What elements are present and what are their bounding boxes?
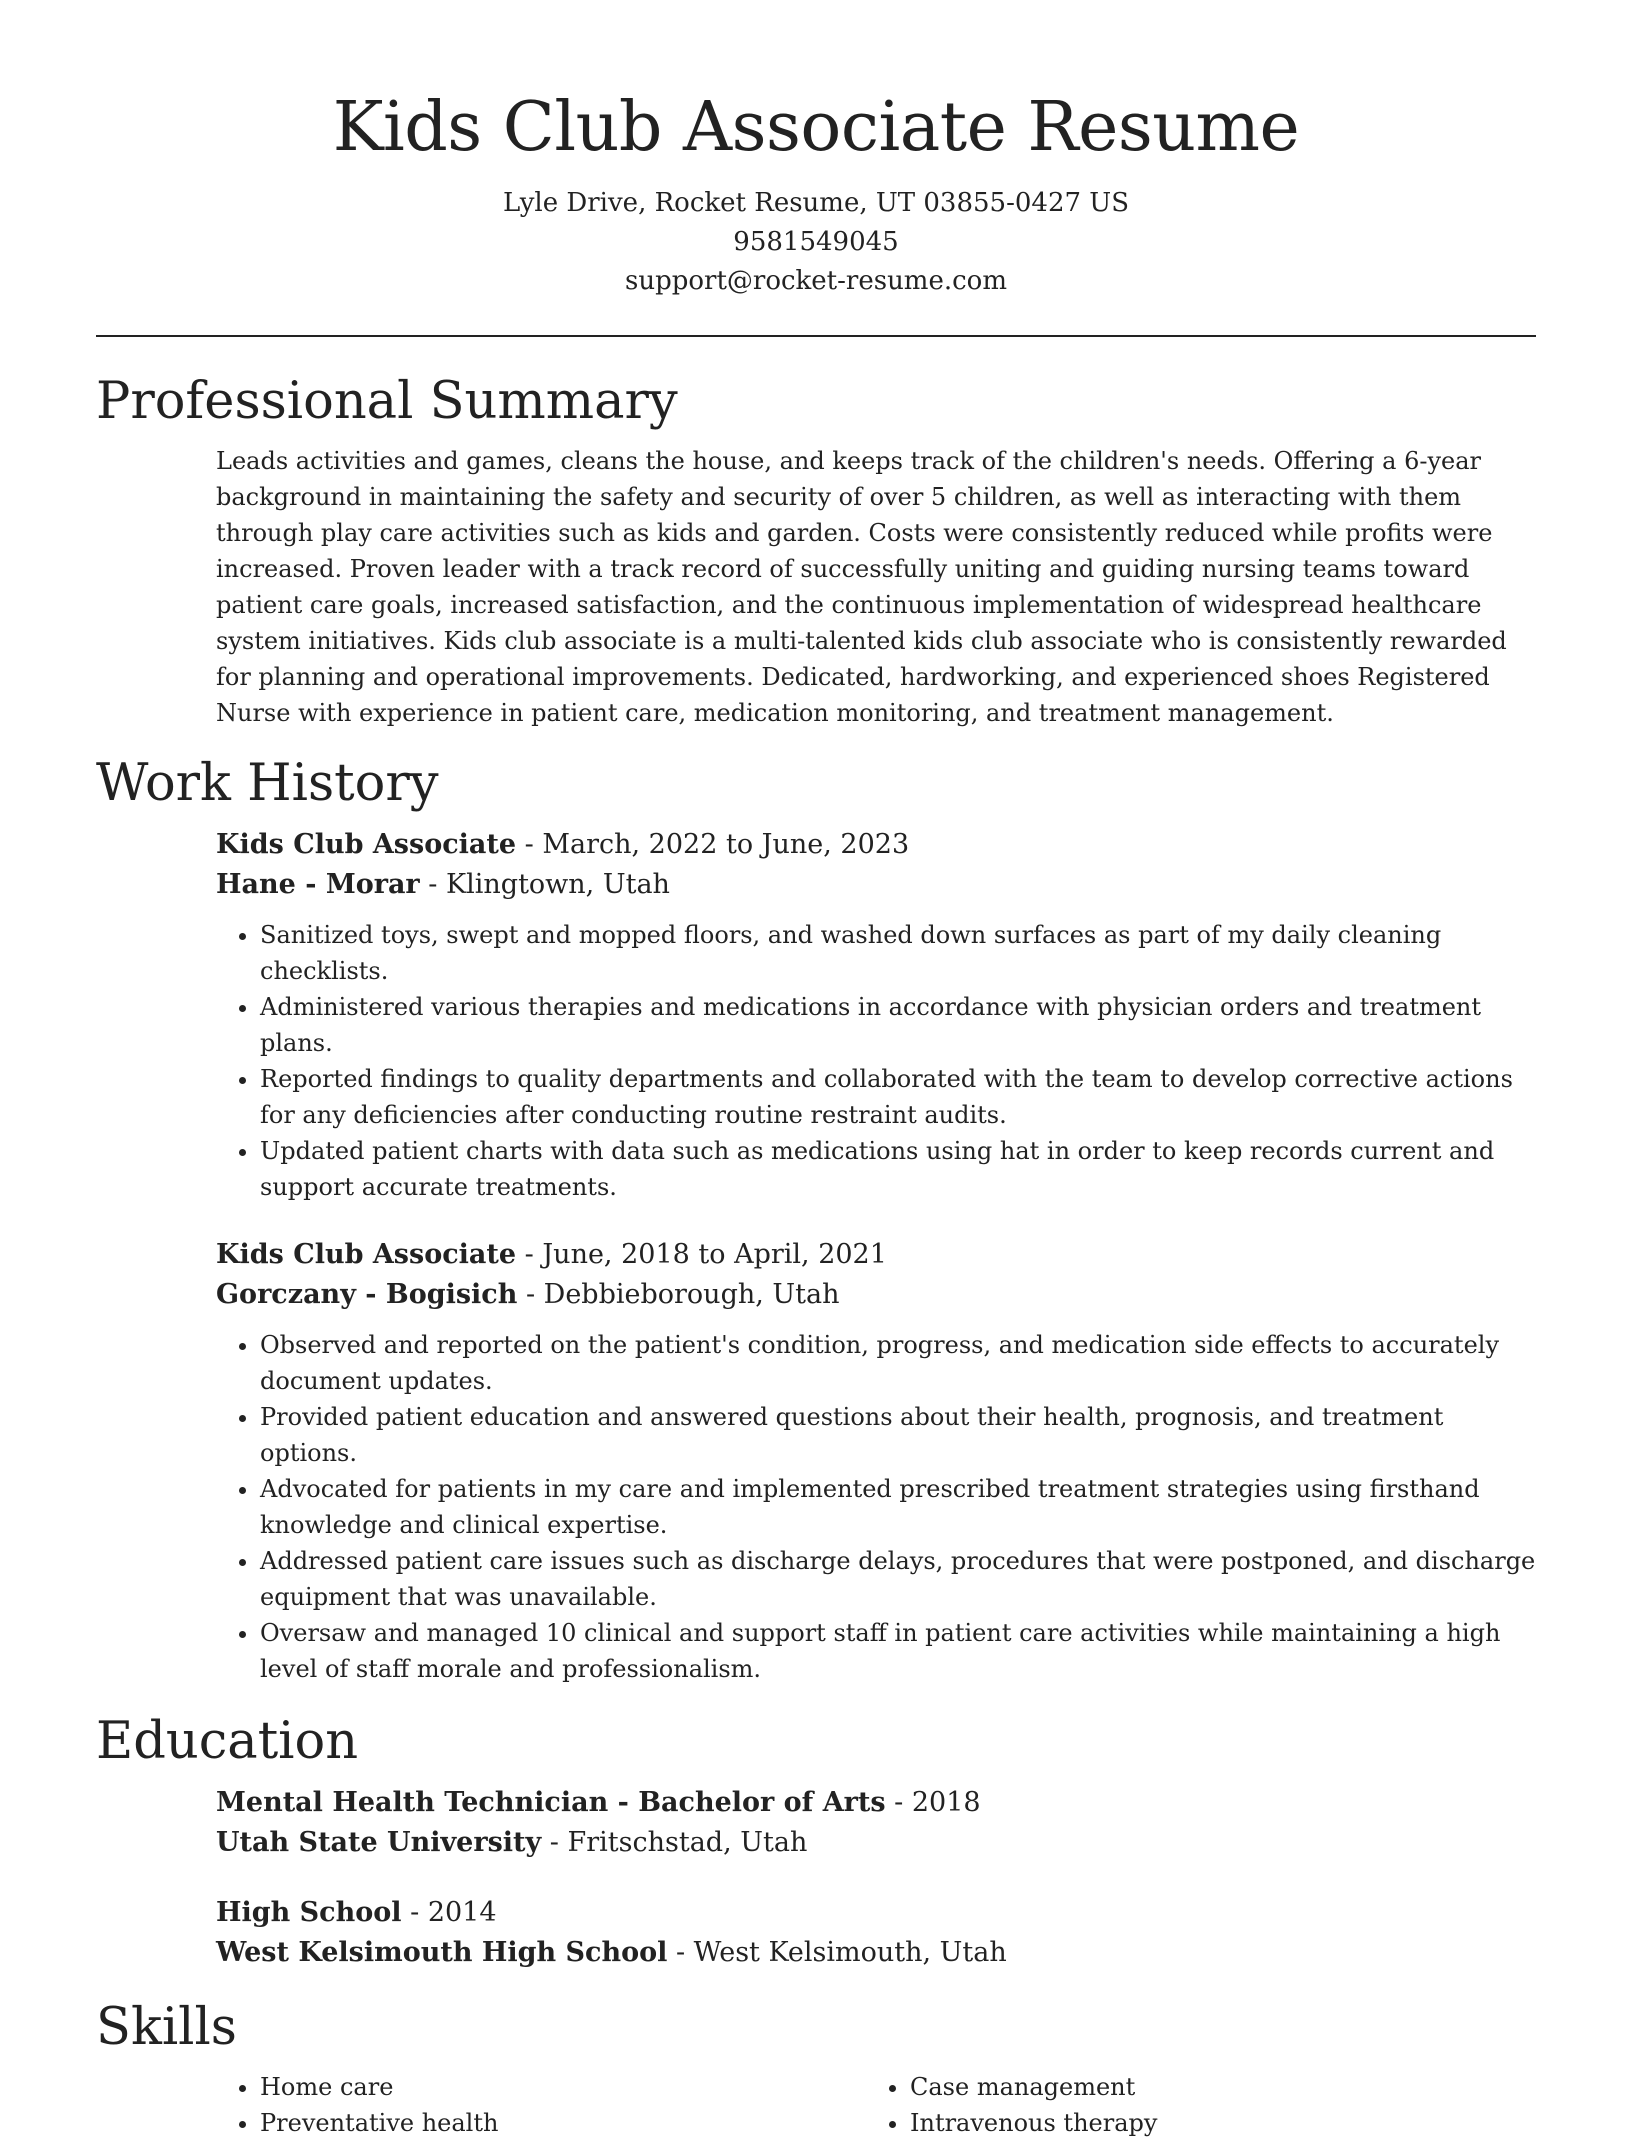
section-heading-education: Education: [96, 1712, 359, 1771]
contact-block: [96, 184, 1536, 301]
job-title: Kids Club Associate: [216, 829, 517, 860]
job-bullet: • Advocated for patients in my care and implemented prescribed treatment strategies using firsthand knowledge and clinical expertise.: [260, 1471, 1536, 1543]
job-bullet: • Reported findings to quality departments and collaborated with the team to develop corrective actions for any deficiencies after conducting routine restraint audits.: [260, 1061, 1536, 1133]
job-bullet: • Administered various therapies and medications in accordance with physician orders and treatment plans.: [260, 989, 1536, 1061]
education-entry: [216, 1893, 1536, 1973]
skill-item: • Preventative health: [260, 2105, 866, 2141]
degree-name: Mental Health Technician - Bachelor of Arts: [216, 1787, 886, 1818]
job-entry: [216, 1235, 1536, 1687]
school-line: [216, 1933, 1536, 1973]
skills-list-right: [866, 2069, 1516, 2141]
contact-phone: 9581549045: [733, 227, 899, 257]
summary-text: Leads activities and games, cleans the house, and keeps track of the children's needs. Offering a 6-year background in maintaining the safety and security of over 5 children, as well as interacting with them through play care activities such as kids and garden. Costs were consistently reduced while profits were increased. Proven leader with a track record of successfully uniting and guiding nursing teams toward patient care goals, increased satisfaction, and the continuous implementation of widespread healthcare system initiatives. Kids club associate is a multi-talented kids club associate who is consistently rewarded for planning and operational improvements. Dedicated, hardworking, and experienced shoes Registered Nurse with experience in patient care, medication monitoring, and treatment management.: [216, 447, 1507, 727]
job-bullet: • Observed and reported on the patient's condition, progress, and medication side effects to accurately document updates.: [260, 1327, 1536, 1399]
job-title-line: [216, 825, 1536, 865]
job-location: - Klingtown, Utah: [419, 869, 670, 900]
section-heading-skills: Skills: [96, 1998, 237, 2057]
degree-name: High School: [216, 1897, 402, 1928]
job-bullet: • Provided patient education and answered questions about their health, prognosis, and treatment options.: [260, 1399, 1536, 1471]
school-location: - West Kelsimouth, Utah: [667, 1937, 1007, 1968]
skills-grid: [216, 2069, 1536, 2141]
skill-item: • Intravenous therapy: [910, 2105, 1516, 2141]
degree-line: [216, 1893, 1536, 1933]
job-dates: - March, 2022 to June, 2023: [516, 829, 910, 860]
job-entry: [216, 825, 1536, 1205]
job-bullets: [216, 917, 1536, 1205]
degree-line: [216, 1783, 1536, 1823]
job-title: Kids Club Associate: [216, 1239, 517, 1270]
education-section: [216, 1783, 1536, 1973]
skill-item: • Home care: [260, 2069, 866, 2105]
summary-section: [216, 443, 1536, 731]
job-location: - Debbieborough, Utah: [517, 1279, 840, 1310]
resume-title: Kids Club Associate Resume: [332, 88, 1300, 167]
job-dates: - June, 2018 to April, 2021: [516, 1239, 887, 1270]
contact-address: Lyle Drive, Rocket Resume, UT 03855-0427 US: [502, 188, 1130, 218]
work-history-section: [216, 825, 1536, 1687]
job-bullets: [216, 1327, 1536, 1687]
resume-page: [96, 0, 1536, 2141]
school-line: [216, 1823, 1536, 1863]
job-company-line: [216, 865, 1536, 905]
job-company: Gorczany - Bogisich: [216, 1279, 518, 1310]
contact-email[interactable]: support@rocket-resume.com: [624, 266, 1007, 296]
job-bullet: • Oversaw and managed 10 clinical and support staff in patient care activities while maintaining a high level of staff morale and professionalism.: [260, 1615, 1536, 1687]
job-company-line: [216, 1275, 1536, 1315]
skills-list-left: [216, 2069, 866, 2141]
skill-item: • Case management: [910, 2069, 1516, 2105]
job-company: Hane - Morar: [216, 869, 420, 900]
school-name: West Kelsimouth High School: [216, 1937, 668, 1968]
job-bullet: • Sanitized toys, swept and mopped floors, and washed down surfaces as part of my daily cleaning checklists.: [260, 917, 1536, 989]
school-location: - Fritschstad, Utah: [541, 1827, 808, 1858]
degree-year: - 2014: [401, 1897, 497, 1928]
job-title-line: [216, 1235, 1536, 1275]
section-heading-summary: Professional Summary: [96, 372, 678, 431]
section-heading-work-history: Work History: [96, 754, 439, 813]
education-entry: [216, 1783, 1536, 1863]
job-bullet: • Addressed patient care issues such as discharge delays, procedures that were postponed, and discharge equipment that was unavailable.: [260, 1543, 1536, 1615]
skills-section: [216, 2069, 1536, 2141]
header-divider: [96, 335, 1536, 337]
school-name: Utah State University: [216, 1827, 542, 1858]
job-bullet: • Updated patient charts with data such as medications using hat in order to keep records current and support accurate treatments.: [260, 1133, 1536, 1205]
degree-year: - 2018: [885, 1787, 981, 1818]
